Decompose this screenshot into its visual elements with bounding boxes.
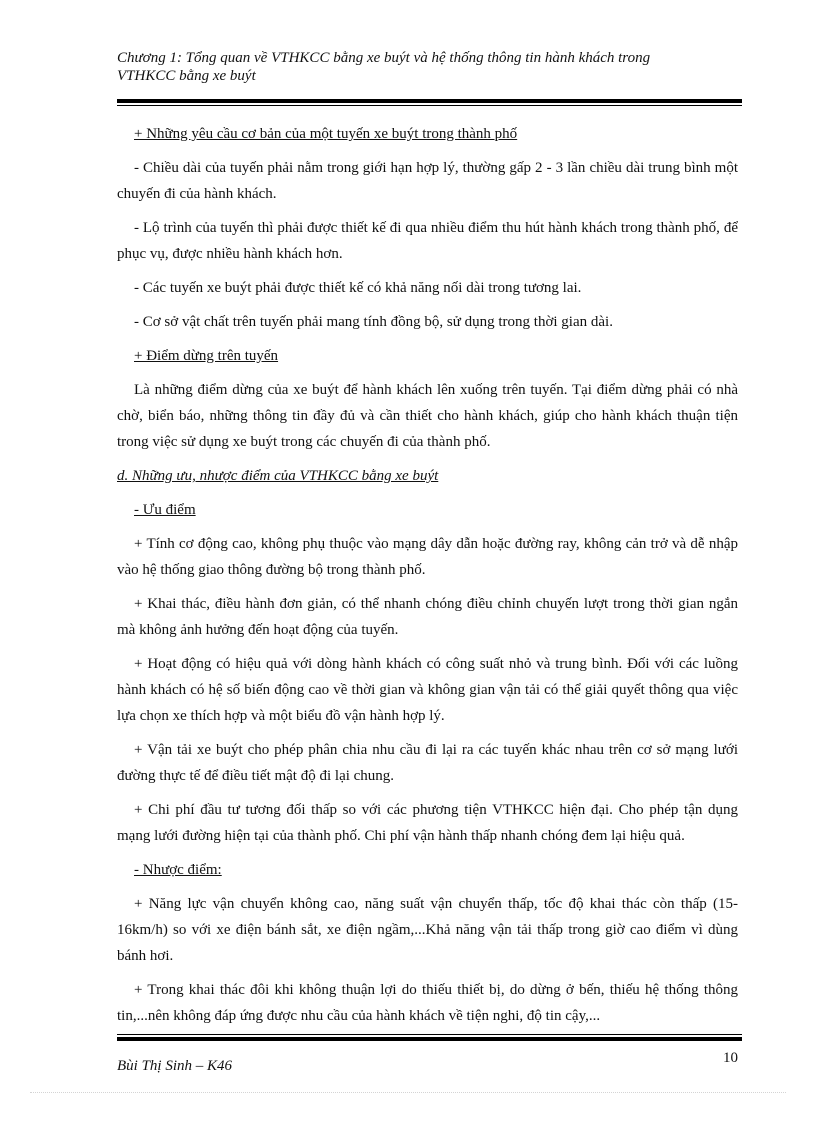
subheading-disadvantages: - Nhược điểm: (134, 862, 222, 878)
paragraph-3: - Lộ trình của tuyến thì phải được thiết kế đi qua nhiều điểm thu hút hành khách trong thành phố, để phục vụ, được nhiều hành khách hơn. (117, 220, 738, 262)
paragraph-15 (117, 857, 738, 883)
paragraph-2: - Chiều dài của tuyến phải nằm trong giới hạn hợp lý, thường gấp 2 - 3 lần chiều dài trung bình một chuyến đi của hành khách. (117, 160, 738, 202)
paragraph-7: Là những điểm dừng của xe buýt để hành khách lên xuống trên tuyến. Tại điểm dừng phải có nhà chờ, biển báo, những thông tin đầy đủ và cần thiết cho hành khách, giúp cho hành khách thuận tiện trong việc sử dụng xe buýt trong các chuyến đi của thành phố. (117, 382, 738, 450)
running-header (117, 49, 742, 85)
subheading-stops: + Điểm dừng trên tuyến (134, 348, 279, 364)
paragraph-9 (117, 497, 738, 523)
paragraph-4: - Các tuyến xe buýt phải được thiết kế có khả năng nối dài trong tương lai. (134, 280, 582, 296)
paragraph-17: + Trong khai thác đôi khi không thuận lợi do thiếu thiết bị, do dừng ở bến, thiếu hệ thống thông tin,...nên không đáp ứng được nhu cầu của hành khách về tiện nghi, độ tin cậy,... (117, 982, 738, 1024)
subheading-advantages: - Ưu điểm (134, 502, 196, 518)
paragraph-14: + Chi phí đầu tư tương đối thấp so với các phương tiện VTHKCC hiện đại. Cho phép tận dụng mạng lưới đường hiện tại của thành phố. Chi phí vận hành thấp nhanh chóng đem lại hiệu quả. (117, 802, 738, 844)
paragraph-16: + Năng lực vận chuyển không cao, năng suất vận chuyển thấp, tốc độ khai thác còn thấp (15-16km/h) so với xe điện bánh sắt, xe điện ngầm,...Khả năng vận tải thấp trong giờ cao điểm vì dùng bánh hơi. (117, 896, 738, 964)
page-number: 10 (723, 1050, 738, 1066)
paragraph-6 (117, 343, 738, 369)
header-rule (117, 99, 742, 106)
header-line-2: VTHKCC bằng xe buýt (117, 68, 256, 84)
paragraph-1 (117, 121, 738, 147)
page-bottom-dotted-line (30, 1092, 786, 1093)
section-heading-d: d. Những ưu, nhược điểm của VTHKCC bằng xe buýt (117, 468, 439, 484)
subheading-requirements: + Những yêu cầu cơ bản của một tuyến xe buýt trong thành phố (134, 126, 518, 142)
paragraph-12: + Hoạt động có hiệu quả với dòng hành khách có công suất nhỏ và trung bình. Đối với các luồng hành khách có hệ số biến động cao về thời gian và không gian vận tải có thể giải quyết thông qua việc lựa chọn xe thích hợp và một biểu đồ vận hành hợp lý. (117, 656, 738, 724)
header-line-1: Chương 1: Tổng quan về VTHKCC bằng xe buýt và hệ thống thông tin hành khách trong (117, 50, 651, 66)
footer-rule (117, 1034, 742, 1041)
page-body (117, 121, 738, 1037)
paragraph-13: + Vận tải xe buýt cho phép phân chia nhu cầu đi lại ra các tuyến khác nhau trên cơ sở mạng lưới đường thực tế để điều tiết mật độ đi lại chung. (117, 742, 738, 784)
paragraph-11: + Khai thác, điều hành đơn giản, có thể nhanh chóng điều chỉnh chuyến lượt trong thời gian ngắn mà không ảnh hưởng đến hoạt động của tuyến. (117, 596, 738, 638)
paragraph-10: + Tính cơ động cao, không phụ thuộc vào mạng dây dẫn hoặc đường ray, không cản trở và dễ nhập vào hệ thống giao thông đường bộ trong thành phố. (117, 536, 738, 578)
paragraph-8 (117, 463, 738, 489)
footer-author: Bùi Thị Sinh – K46 (117, 1058, 233, 1074)
paragraph-5: - Cơ sở vật chất trên tuyến phải mang tính đồng bộ, sử dụng trong thời gian dài. (134, 314, 613, 330)
